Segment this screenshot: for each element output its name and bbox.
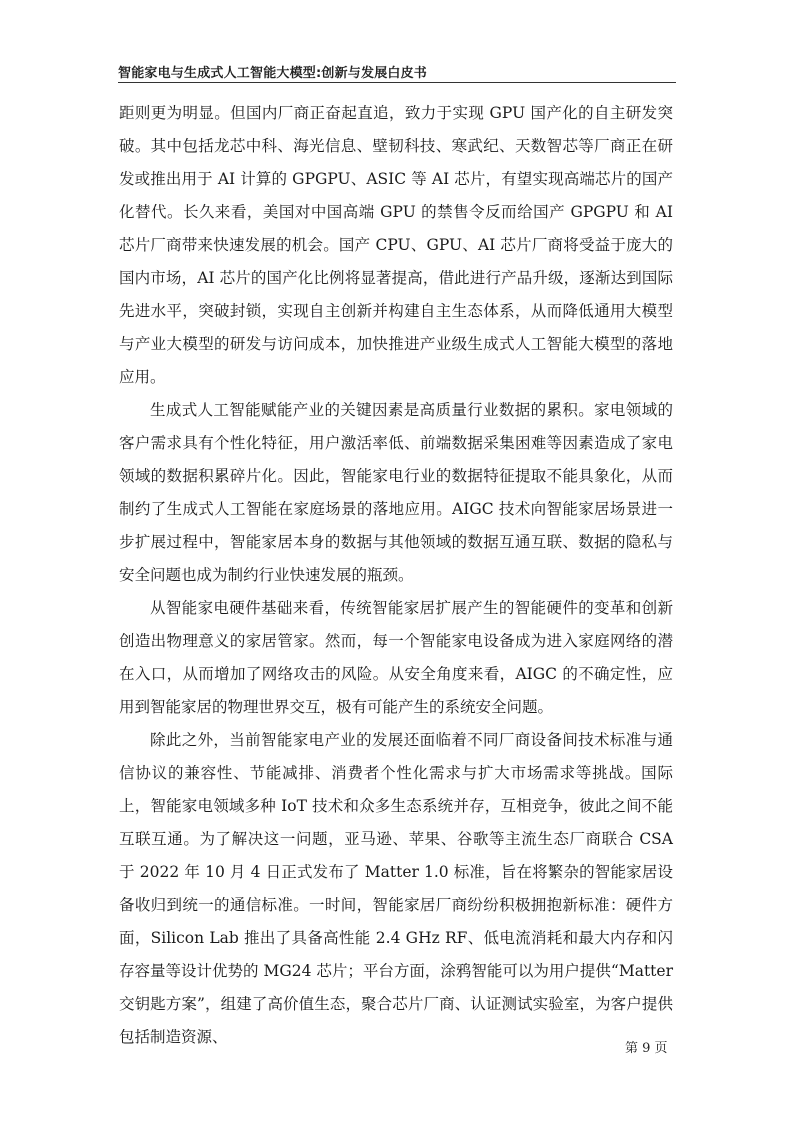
running-header: 智能家电与生成式人工智能大模型:创新与发展白皮书 bbox=[118, 66, 427, 81]
header-divider bbox=[118, 82, 676, 83]
paragraph-hardware-security: 从智能家电硬件基础来看，传统智能家居扩展产生的智能硬件的变革和创新创造出物理意义的家居管家。然而，每一个智能家电设备成为进入家庭网络的潜在入口，从而增加了网络攻击的风险。从安全角度来看，AIGC 的不确定性，应用到智能家居的物理世界交互，极有可能产生的系统安全问题。 bbox=[119, 599, 673, 716]
page-number: 第 9 页 bbox=[625, 1041, 668, 1056]
body-text bbox=[119, 97, 673, 1054]
paragraph-standards-matter: 除此之外，当前智能家电产业的发展还面临着不同厂商设备间技术标准与通信协议的兼容性、节能减排、消费者个性化需求与扩大市场需求等挑战。国际上，智能家电领域多种 IoT 技术和众多生态系统并存，互相竞争，彼此之间不能互联互通。为了解决这一问题，亚马逊、苹果、谷歌等主流生态厂商联合 CSA 于 2022 年 10 月 4 日正式发布了 Matter 1.0 标准，旨在将繁杂的智能家居设备收归到统一的通信标准。一时间，智能家居厂商纷纷积极拥抱新标准：硬件方面，Silicon Lab 推出了具备高性能 2.4 GHz RF、低电流消耗和最大内存和闪存容量等设计优势的 MG24 芯片；平台方面，涂鸦智能可以为用户提供“Matter 交钥匙方案”，组建了高价值生态，聚合芯片厂商、认证测试实验室，为客户提供包括制造资源、 bbox=[119, 731, 673, 1046]
paragraph-continued: 距则更为明显。但国内厂商正奋起直追，致力于实现 GPU 国产化的自主研发突破。其中包括龙芯中科、海光信息、壁韧科技、寒武纪、天数智芯等厂商正在研发或推出用于 AI 计算的 GPGPU、ASIC 等 AI 芯片，有望实现高端芯片的国产化替代。长久来看，美国对中国高端 GPU 的禁售令反而给国产 GPGPU 和 AI 芯片厂商带来快速发展的机会。国产 CPU、GPU、AI 芯片厂商将受益于庞大的国内市场，AI 芯片的国产化比例将显著提高，借此进行产品升级，逐渐达到国际先进水平，突破封锁，实现自主创新并构建自主生态体系，从而降低通用大模型与产业大模型的研发与访问成本，加快推进产业级生成式人工智能大模型的落地应用。 bbox=[119, 104, 673, 386]
paragraph-industry-data: 生成式人工智能赋能产业的关键因素是高质量行业数据的累积。家电领域的客户需求具有个性化特征，用户激活率低、前端数据采集困难等因素造成了家电领域的数据积累碎片化。因此，智能家电行业的数据特征提取不能具象化，从而制约了生成式人工智能在家庭场景的落地应用。AIGC 技术向智能家居场景进一步扩展过程中，智能家居本身的数据与其他领域的数据互通互联、数据的隐私与安全问题也成为制约行业快速发展的瓶颈。 bbox=[119, 401, 673, 584]
